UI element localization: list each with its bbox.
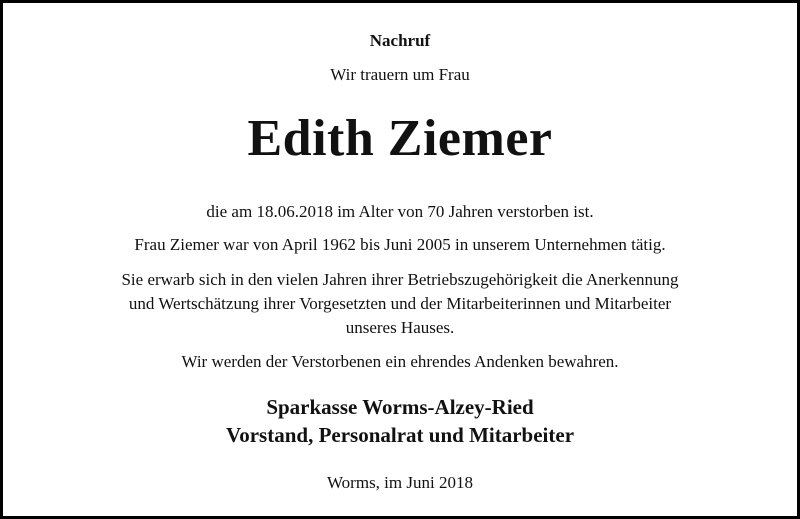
employment-details: Frau Ziemer war von April 1962 bis Juni 2005 in unserem Unternehmen tätig. xyxy=(134,235,666,254)
remembrance-line: Wir werden der Verstorbenen ein ehrendes Andenken bewahren. xyxy=(181,352,619,371)
death-details: die am 18.06.2018 im Alter von 70 Jahren verstorben ist. xyxy=(206,202,594,221)
appreciation-paragraph xyxy=(13,268,787,340)
appreciation-line-3: unseres Hauses. xyxy=(345,318,455,337)
notice-heading: Nachruf xyxy=(369,31,431,50)
intro-line: Wir trauern um Frau xyxy=(330,65,470,84)
appreciation-line-2: und Wertschätzung ihrer Vorgesetzten und der Mitarbeiterinnen und Mitarbeiter xyxy=(128,294,672,313)
place-and-date: Worms, im Juni 2018 xyxy=(327,473,473,492)
organization-name: Sparkasse Worms-Alzey-Ried xyxy=(266,395,534,419)
deceased-name: Edith Ziemer xyxy=(247,110,553,167)
appreciation-line-1: Sie erwarb sich in den vielen Jahren ihrer Betriebszugehörigkeit die Anerkennung xyxy=(121,270,679,289)
signatory-groups: Vorstand, Personalrat und Mitarbeiter xyxy=(225,423,575,447)
